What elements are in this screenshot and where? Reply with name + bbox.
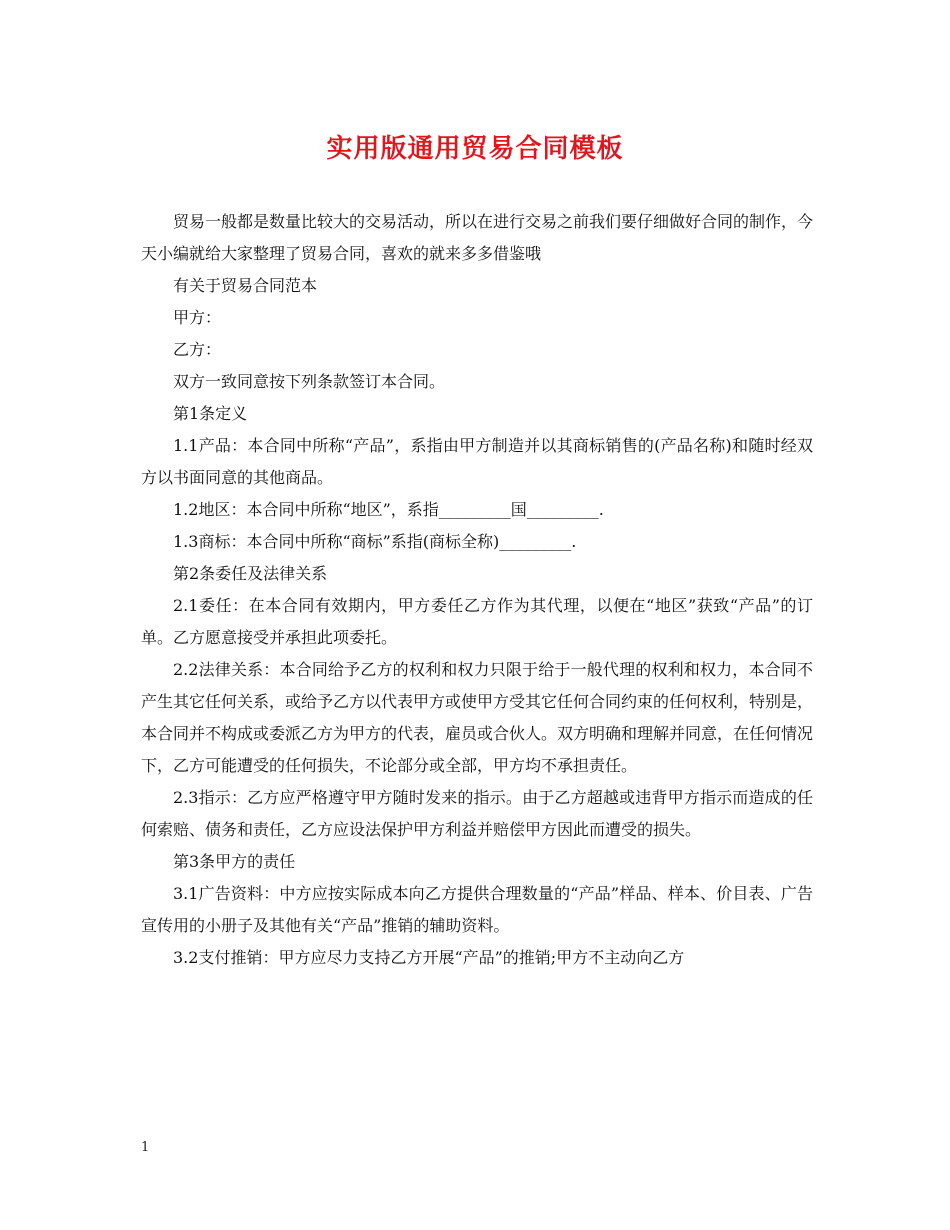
article-2-heading: 第2条委任及法律关系: [173, 564, 328, 583]
party-b-line: 乙方：: [173, 340, 222, 359]
article-1-heading: 第1条定义: [173, 404, 248, 423]
clause-3-1: 3.1广告资料：中方应按实际成本向乙方提供合理数量的“产品”样品、样本、价目表、广告宣传用的小册子及其他有关“产品”推销的辅助资料。: [141, 884, 813, 935]
clause-2-2: 2.2法律关系：本合同给予乙方的权利和权力只限于给于一般代理的权利和权力，本合同不产生其它任何关系，或给予乙方以代表甲方或使甲方受其它任何合同约束的任何权利，特别是，本合同并不构成或委派乙方为甲方的代表，雇员或合伙人。双方明确和理解并同意，在任何情况下，乙方可能遭受的任何损失，不论部分或全部，甲方均不承担责任。: [141, 660, 814, 775]
document-title: 实用版通用贸易合同模板: [326, 134, 624, 164]
paragraph-heading-sample: 有关于贸易合同范本: [173, 276, 318, 295]
agreement-line: 双方一致同意按下列条款签订本合同。: [173, 372, 446, 391]
clause-1-1: 1.1产品：本合同中所称“产品”，系指由甲方制造并以其商标销售的(产品名称)和随时经双方以书面同意的其他商品。: [141, 436, 813, 487]
party-a-line: 甲方：: [173, 308, 222, 327]
clause-2-1: 2.1委任：在本合同有效期内，甲方委任乙方作为其代理，以便在“地区”获致“产品”的订单。乙方愿意接受并承担此项委托。: [141, 596, 813, 647]
document-body: [141, 206, 813, 974]
page-number: 1: [141, 1140, 150, 1155]
clause-3-2: 3.2支付推销：甲方应尽力支持乙方开展“产品”的推销;甲方不主动向乙方: [173, 948, 685, 967]
clause-1-2: 1.2地区：本合同中所称“地区”，系指_________国_________.: [173, 500, 604, 519]
clause-2-3: 2.3指示：乙方应严格遵守甲方随时发来的指示。由于乙方超越或违背甲方指示而造成的任何索赔、债务和责任，乙方应设法保护甲方利益并赔偿甲方因此而遭受的损失。: [141, 788, 813, 839]
clause-1-3: 1.3商标：本合同中所称“商标”系指(商标全称)_________.: [173, 532, 577, 551]
article-3-heading: 第3条甲方的责任: [173, 852, 296, 871]
paragraph-intro: 贸易一般都是数量比较大的交易活动，所以在进行交易之前我们要仔细做好合同的制作，今天小编就给大家整理了贸易合同，喜欢的就来多多借鉴哦: [141, 212, 814, 263]
